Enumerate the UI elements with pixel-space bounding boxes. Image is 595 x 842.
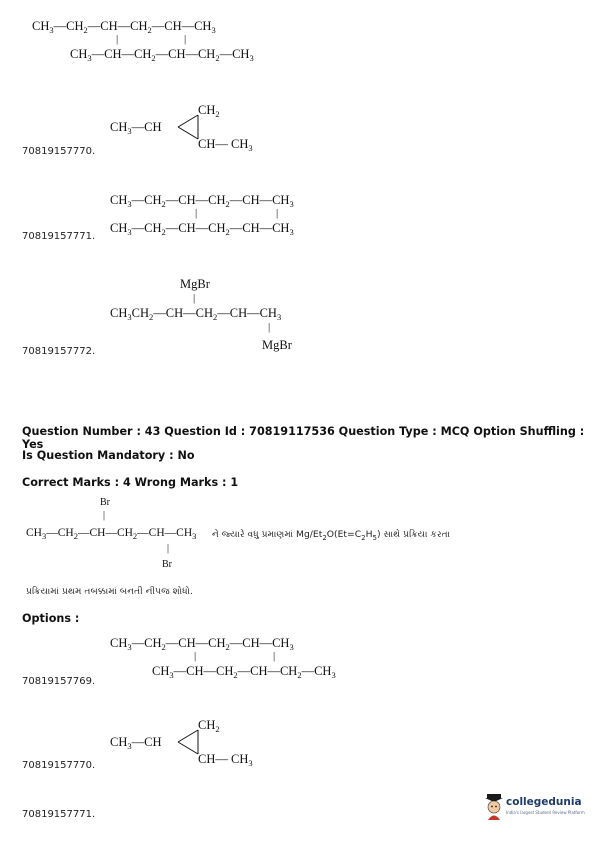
substituent-mgbr-bottom: MgBr — [262, 338, 292, 352]
option-id: 70819157769. — [22, 676, 96, 687]
bond-vertical: | — [268, 321, 271, 333]
option-id: 70819157772. — [22, 346, 96, 357]
option-id: 70819157771. — [22, 809, 96, 820]
logo-tagline: India's largest Student Review Platform — [506, 810, 585, 815]
question-gujarati-text-1: ને જ્યારે વધુ પ્રમાણમાં $Mg/Et_2O(Et=C_2H_5)$ સાથે પ્રક્રિયા કરતા — [212, 529, 450, 542]
reactant-main-chain: $CH_3—CH_2—CH—CH_2—CH—CH_3$ — [26, 527, 197, 541]
question-marks: Correct Marks : 4 Wrong Marks : 1 — [22, 476, 239, 489]
collegedunia-logo — [484, 792, 585, 822]
question-header: Question Number : 43 Question Id : 70819117536 Question Type : MCQ Option Shuffling : Yes — [22, 425, 585, 451]
ring-bottom-group: CH— $CH_3$ — [198, 137, 253, 153]
question-gujarati-text-2: પ્રક્રિયામાં પ્રથમ તબક્કામાં બનતી નીપજ શોધો. — [26, 586, 193, 597]
bond-vertical: | — [273, 650, 276, 662]
bond-vertical: | — [276, 207, 279, 219]
grignard-main-chain: $CH_3CH_2—CH—CH_2—CH—CH_3$ — [110, 306, 282, 322]
ring-left-group: $CH_3—CH$ — [110, 735, 162, 751]
substituent-mgbr-top: MgBr — [180, 277, 210, 291]
reactant-br-bottom: Br — [162, 559, 172, 570]
bond-vertical: | — [194, 650, 197, 662]
ring-top-ch2: $CH_2$ — [198, 718, 220, 734]
options-label: Options : — [22, 612, 80, 625]
bond-vertical: | — [193, 292, 196, 304]
bond-vertical: | — [184, 33, 187, 45]
structure-line1: $CH_3—CH_2—CH—CH_2—CH—CH_3$ — [110, 636, 294, 652]
top-structure-line2: $CH_3—CH—CH_2—CH—CH_2—CH_3$ — [70, 47, 254, 63]
bond-vertical: | — [103, 510, 106, 521]
logo-name: collegedunia — [506, 796, 582, 808]
structure-line2: $CH_3—CH—CH_2—CH—CH_2—CH_3$ — [152, 664, 336, 680]
bond-vertical: | — [116, 33, 119, 45]
bond-vertical: | — [195, 207, 198, 219]
ring-top-ch2: $CH_2$ — [198, 103, 220, 119]
bond-vertical: | — [167, 543, 170, 554]
reactant-br-top: Br — [100, 497, 110, 508]
question-mandatory: Is Question Mandatory : No — [22, 449, 195, 462]
option-id: 70819157770. — [22, 760, 96, 771]
top-structure-line1: $CH_3—CH_2—CH—CH_2—CH—CH_3$ — [32, 19, 216, 35]
structure-line2: $CH_3—CH_2—CH—CH_2—CH—CH_3$ — [110, 221, 294, 237]
ring-bottom-group: CH— $CH_3$ — [198, 752, 253, 768]
option-id: 70819157770. — [22, 146, 96, 157]
option-id: 70819157771. — [22, 231, 96, 242]
ring-left-group: $CH_3—CH$ — [110, 120, 162, 136]
mascot-icon — [484, 794, 504, 820]
structure-line1: $CH_3—CH_2—CH—CH_2—CH—CH_3$ — [110, 193, 294, 209]
